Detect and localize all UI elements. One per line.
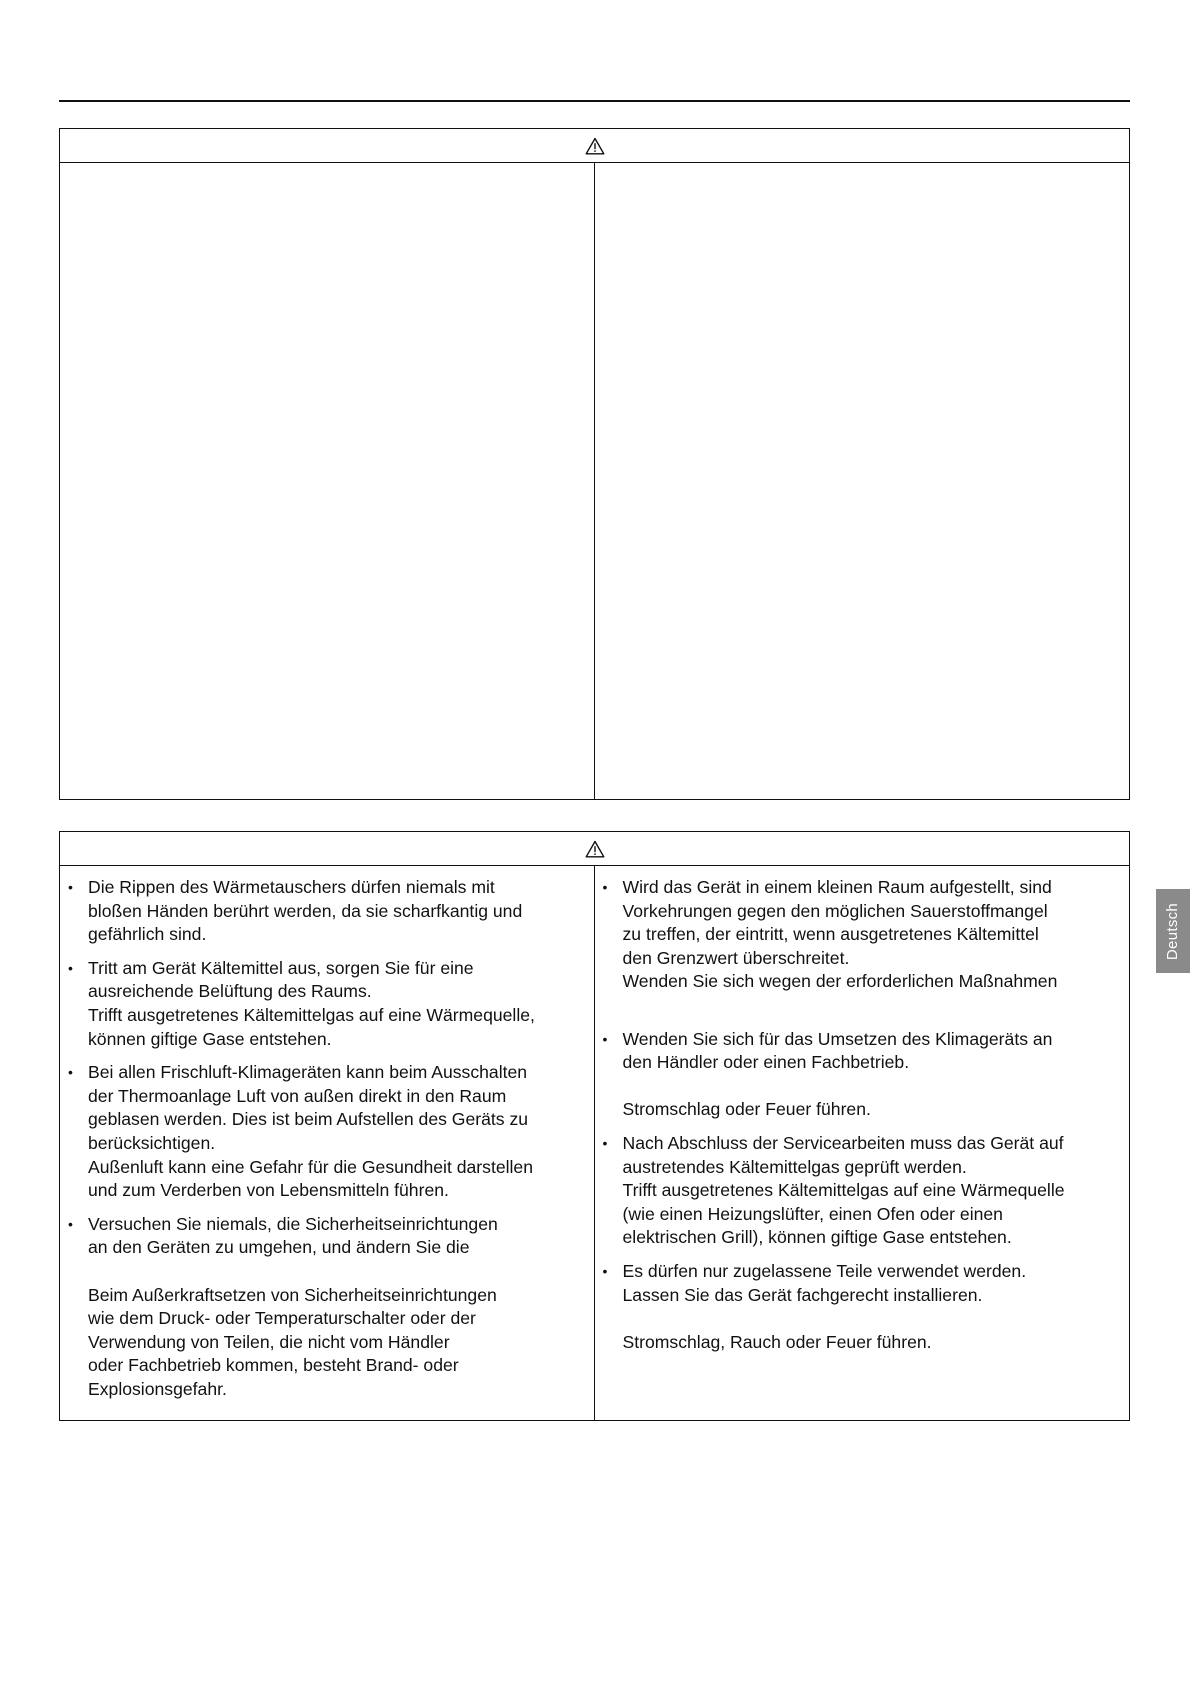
text-line: (wie einen Heizungslüfter, einen Ofen oder einen [622,1203,1003,1224]
text-line: Explosionsgefahr. [88,1378,227,1399]
text-line: oder Fachbetrieb kommen, besteht Brand- oder [88,1355,459,1376]
text-line: Stromschlag, Rauch oder Feuer führen. [622,1331,932,1352]
top-rule [59,100,1130,102]
bullet-dot: • [68,1215,73,1232]
text-line: Versuchen Sie niemals, die Sicherheitseinrichtungen [88,1213,498,1234]
bullet-item [601,876,1126,1018]
text-line: der Thermoanlage Luft von außen direkt in den Raum [88,1085,507,1106]
text-line: Beim Außerkraftsetzen von Sicherheitseinrichtungen [88,1284,497,1305]
warning-box [59,128,1130,800]
text-line: Es dürfen nur zugelassene Teile verwendet werden. [622,1260,1027,1281]
text-line: austretendes Kältemittelgas geprüft werden. [622,1156,967,1177]
text-line: Wenden Sie sich wegen der erforderlichen Maßnahmen [622,971,1058,992]
text-line: können giftige Gase entstehen. [88,1028,332,1049]
caution-box [59,831,1130,1421]
blank-line [88,1260,594,1284]
bullet-dot: • [602,1134,608,1151]
blank-line [623,1075,1126,1099]
warning-box-right-column [595,163,1130,799]
bullet-item [601,1260,1126,1354]
text-line: berücksichtigen. [88,1132,216,1153]
caution-box-right-column [595,866,1130,1420]
blank-line [623,994,1126,1018]
text-line: Bei allen Frischluft-Klimageräten kann beim Ausschalten [88,1062,528,1083]
text-line: Tritt am Gerät Kältemittel aus, sorgen Sie für eine [88,957,474,978]
text-line: und zum Verderben von Lebensmitteln führen. [88,1180,449,1201]
warning-box-header [60,129,1129,163]
blank-line [623,1307,1126,1331]
language-side-tab [1156,889,1190,973]
warning-triangle-icon [585,840,605,858]
bullet-item [66,957,594,1051]
warning-box-columns [60,163,1129,799]
text-line: den Grenzwert überschreitet. [622,947,850,968]
language-side-tab-label: Deutsch [1164,902,1182,960]
text-line: wie dem Druck- oder Temperaturschalter oder der [88,1308,476,1329]
text-line: Wenden Sie sich für das Umsetzen des Klimageräts an [622,1028,1053,1049]
caution-box-header [60,832,1129,866]
text-line: bloßen Händen berührt werden, da sie scharfkantig und [88,900,523,921]
bullet-dot: • [68,959,73,976]
text-line: Nach Abschluss der Servicearbeiten muss das Gerät auf [622,1132,1064,1153]
text-line: Stromschlag oder Feuer führen. [622,1099,871,1120]
bullet-dot: • [602,1262,608,1279]
text-line: Trifft ausgetretenes Kältemittelgas auf eine Wärmequelle, [88,1004,535,1025]
text-line: Die Rippen des Wärmetauschers dürfen niemals mit [88,877,495,897]
bullet-item [66,1061,594,1203]
text-line: zu treffen, der eintritt, wenn ausgetretenes Kältemittel [622,924,1039,945]
text-line: ausreichende Belüftung des Raums. [88,981,372,1002]
text-line: Außenluft kann eine Gefahr für die Gesundheit darstellen [88,1156,534,1177]
text-line: geblasen werden. Dies ist beim Aufstellen des Geräts zu [88,1109,529,1130]
text-line: Wird das Gerät in einem kleinen Raum aufgestellt, sind [622,877,1052,897]
warning-box-left-column [60,163,595,799]
caution-box-left-column [60,866,595,1420]
bullet-item [66,876,594,947]
text-line: Verwendung von Teilen, die nicht vom Händler [88,1331,450,1352]
bullet-dot: • [602,879,608,895]
bullet-item [601,1132,1126,1250]
text-line: Vorkehrungen gegen den möglichen Sauerstoffmangel [622,900,1048,921]
text-line: den Händler oder einen Fachbetrieb. [622,1052,910,1073]
text-line: gefährlich sind. [88,924,207,945]
text-line: elektrischen Grill), können giftige Gase entstehen. [622,1227,1012,1248]
bullet-dot: • [68,1064,73,1081]
text-line: Trifft ausgetretenes Kältemittelgas auf eine Wärmequelle [622,1180,1065,1201]
caution-box-columns [60,866,1129,1420]
warning-triangle-icon [585,137,605,155]
bullet-dot: • [68,879,73,895]
text-line: an den Geräten zu umgehen, und ändern Sie die [88,1237,470,1258]
bullet-item [66,1213,594,1402]
bullet-item [601,1028,1126,1122]
text-line: Lassen Sie das Gerät fachgerecht installieren. [622,1284,983,1305]
bullet-dot: • [602,1030,608,1047]
